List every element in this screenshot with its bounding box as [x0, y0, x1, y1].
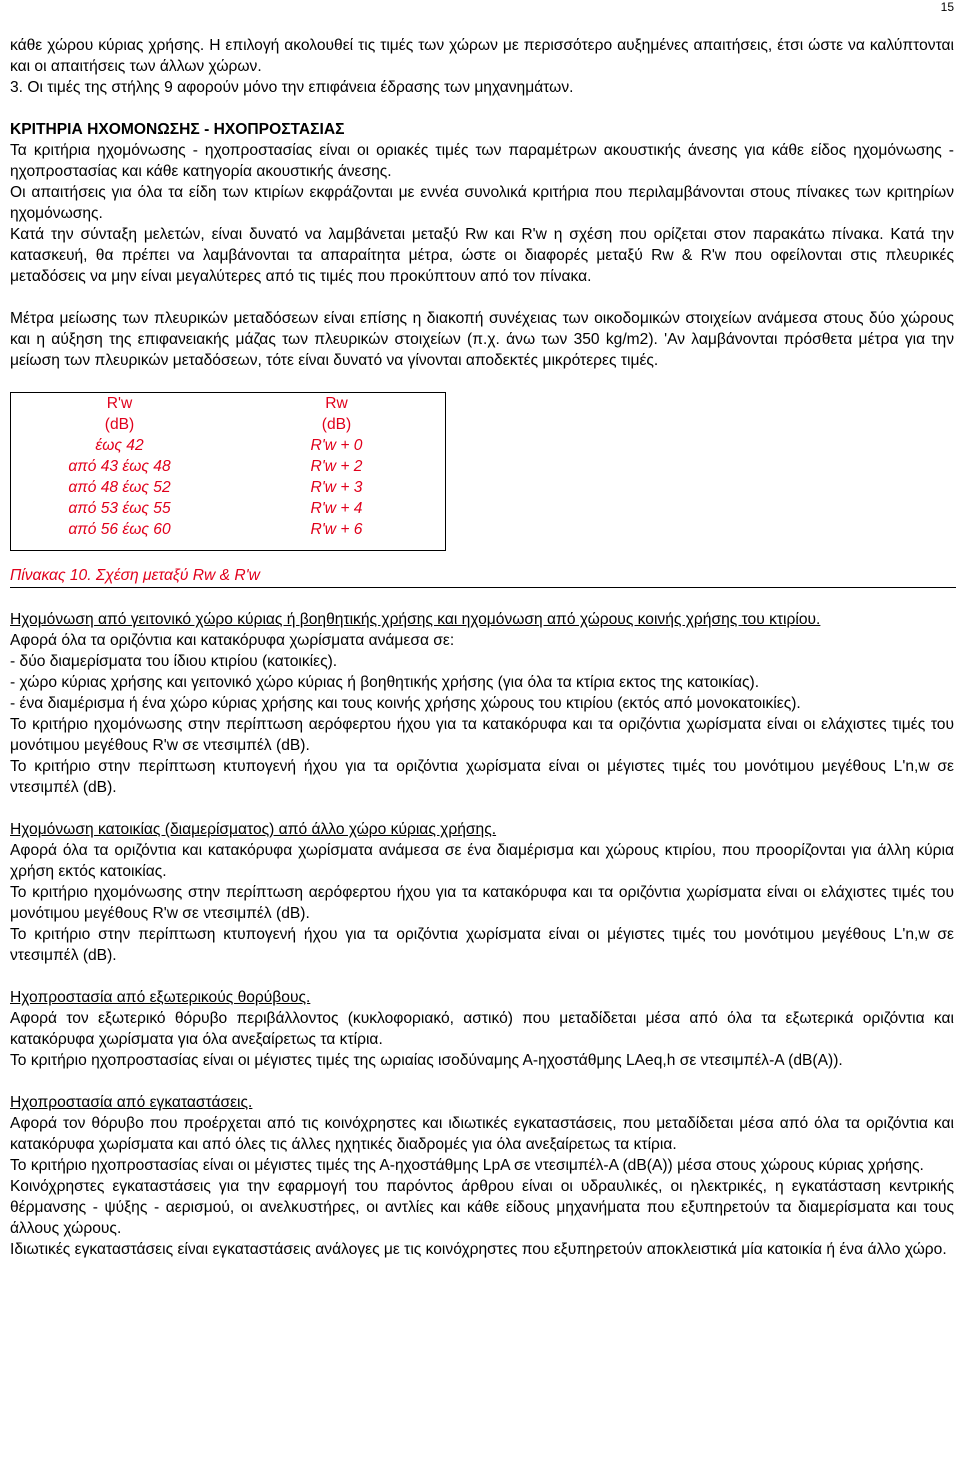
table-cell: από 53 έως 55 [68, 500, 171, 517]
section-title: Ηχοπροστασία από εγκαταστάσεις. [10, 1094, 253, 1111]
section-line: - χώρο κύριας χρήσης και γειτονικό χώρο κύριας ή βοηθητικής χρήσης (για όλα τα κτίρια εκτος της κατοικίας). [10, 674, 760, 691]
section-divider [10, 587, 956, 588]
criteria-paragraph: Οι απαιτήσεις για όλα τα είδη των κτιρίων εκφράζονται με εννέα συνολικά κριτήρια που περιλαμβάνονται στους πίνακες των κριτηρίων ηχομόνωσης. [10, 184, 954, 222]
intro-block [10, 35, 954, 98]
section-line: Ιδιωτικές εγκαταστάσεις είναι εγκαταστάσεις ανάλογες με τις κοινόχρηστες που εξυπηρετούν αποκλειστικά μία κατοικία ή ένα άλλο χώρο. [10, 1241, 947, 1258]
section-line: Το κριτήριο ηχοπροστασίας είναι οι μέγιστες τιμές της Α-ηχοστάθμης LpA σε ντεσιμπέλ-A (dB(A)) μέσα στους χώρους κύριας χρήσης. [10, 1157, 924, 1174]
section-line: - δύο διαμερίσματα του ίδιου κτιρίου (κατοικίες). [10, 653, 338, 670]
criteria-paragraph: Τα κριτήρια ηχομόνωσης - ηχοπροστασίας είναι οι οριακές τιμές των παραμέτρων ακουστικής άνεσης για κάθε είδος ηχομόνωσης - ηχοπροστασίας και κάθε κατηγορία ακουστικής άνεσης. [10, 142, 954, 180]
table-header-row [11, 414, 445, 435]
section-external-noise [10, 987, 954, 1071]
section-neighbour-insulation [10, 609, 954, 798]
table-cell: R'w + 0 [310, 437, 363, 454]
section-line: Κοινόχρηστες εγκαταστάσεις για την εφαρμογή του παρόντος άρθρου είναι οι υδραυλικές, οι ηλεκτρικές, η εγκατάσταση κεντρικής θέρμανσης - ψύξης - αερισμού, οι ανελκυστήρες, οι αντλίες και κάθε είδους μηχανήματα που εξυπηρετούν τα διαμερίσματα και τους άλλους χώρους. [10, 1178, 954, 1237]
table-header-cell: (dB) [104, 416, 135, 433]
section-line: - ένα διαμέρισμα ή ένα χώρο κύριας χρήσης και τους κοινής χρήσης χώρους του κτιρίου (εκτός από μονοκατοικίες). [10, 695, 801, 712]
section-line: Το κριτήριο ηχομόνωσης στην περίπτωση αερόφερτου ήχου για τα κατακόρυφα και τα οριζόντια χωρίσματα είναι οι ελάχιστες τιμές του μονότιμου μεγέθους R'w σε ντεσιμπέλ (dB). [10, 716, 954, 754]
section-line: Αφορά τον εξωτερικό θόρυβο περιβάλλοντος (κυκλοφοριακό, αστικό) που μεταδίδεται μέσα από όλα τα εξωτερικά οριζόντια και κατακόρυφα χωρίσματα για όλα ανεξαίρετως τα κτίρια. [10, 1010, 954, 1048]
table-cell: από 48 έως 52 [68, 479, 171, 496]
intro-paragraph: κάθε χώρου κύριας χρήσης. Η επιλογή ακολουθεί τις τιμές των χώρων με περισσότερο αυξημένες απαιτήσεις, έτσι ώστε να καλύπτονται και οι απαιτήσεις των άλλων χώρων. [10, 37, 954, 75]
section-title: Ηχοπροστασία από εξωτερικούς θορύβους. [10, 989, 311, 1006]
table-header-cell: (dB) [321, 416, 352, 433]
table-cell: από 56 έως 60 [68, 521, 171, 538]
table-cell: από 43 έως 48 [68, 458, 171, 475]
section-line: Το κριτήριο ηχοπροστασίας είναι οι μέγιστες τιμές της ωριαίας ισοδύναμης Α-ηχοστάθμης LAeq,h σε ντεσιμπέλ-A (dB(A)). [10, 1052, 843, 1069]
table-cell: R'w + 4 [310, 500, 363, 517]
table-row [11, 498, 445, 519]
section-dwelling-insulation [10, 819, 954, 966]
section-line: Αφορά όλα τα οριζόντια και κατακόρυφα χωρίσματα ανάμεσα σε: [10, 632, 455, 649]
section-line: Το κριτήριο ηχομόνωσης στην περίπτωση αερόφερτου ήχου για τα κατακόρυφα και τα οριζόντια χωρίσματα είναι οι ελάχιστες τιμές του μονότιμου μεγέθους R'w σε ντεσιμπέλ (dB). [10, 884, 954, 922]
document-page [10, 0, 954, 1260]
section-line: Το κριτήριο στην περίπτωση κτυπογενή ήχου για τα οριζόντια χωρίσματα είναι οι μέγιστες τιμές του μονότιμου μεγέθους L'n,w σε ντεσιμπέλ (dB). [10, 926, 954, 964]
table-header-cell: R'w [106, 395, 133, 412]
table-cell: R'w + 6 [310, 521, 363, 538]
criteria-paragraph: Κατά την σύνταξη μελετών, είναι δυνατό να λαμβάνεται μεταξύ Rw και R'w η σχέση που ορίζεται στον παρακάτω πίνακα. Κατά την κατασκευή, θα πρέπει να λαμβάνονται τα απαραίτητα μέτρα, ώστε οι διαφορές μεταξύ Rw & R'w που οφείλονται στις πλευρικές μεταδόσεις να μην είναι μεγαλύτερες από τις τιμές που προκύπτουν από τον πίνακα. [10, 226, 954, 285]
section-title: Ηχομόνωση από γειτονικό χώρο κύριας ή βοηθητικής χρήσης και ηχομόνωση από χώρους κοινής χρήσης του κτιρίου. [10, 611, 821, 628]
section-line: Αφορά όλα τα οριζόντια και κατακόρυφα χωρίσματα ανάμεσα σε ένα διαμέρισμα και χώρους κτιρίου, που προορίζονται για άλλη κύρια χρήση εκτός κατοικίας. [10, 842, 954, 880]
criteria-block [10, 119, 954, 287]
table-cell: R'w + 3 [310, 479, 363, 496]
table-header-row [11, 393, 445, 414]
table-caption: Πίνακας 10. Σχέση μεταξύ Rw & R'w [10, 567, 260, 584]
section-line: Αφορά τον θόρυβο που προέρχεται από τις κοινόχρηστες και ιδιωτικές εγκαταστάσεις, που μεταδίδεται μέσα από όλα τα οριζόντια και κατακόρυφα χωρίσματα και από όλες τις άλλες ηχητικές διαδρομές για όλα ανεξαίρετως τα κτίρια. [10, 1115, 954, 1153]
table-bottom-padding [11, 540, 445, 550]
table-row [11, 435, 445, 456]
table-row [11, 477, 445, 498]
page-number: 15 [940, 0, 954, 14]
measures-paragraph: Μέτρα μείωσης των πλευρικών μεταδόσεων είναι επίσης η διακοπή συνέχειας των οικοδομικών στοιχείων ανάμεσα στους δύο χώρους και η αύξηση της επιφανειακής μάζας των πλευρικών στοιχείων (π.χ. άνω των 350 kg/m2). 'Αν λαμβάνονται πρόσθετα μέτρα για την μείωση των πλευρικών μεταδόσεων, τότε είναι δυνατό να γίνονται αποδεκτές μικρότερες τιμές. [10, 310, 954, 369]
criteria-heading: ΚΡΙΤΗΡΙΑ ΗΧΟΜΟΝΩΣΗΣ - ΗΧΟΠΡΟΣΤΑΣΙΑΣ [10, 121, 345, 138]
table-row [11, 519, 445, 540]
section-installations-noise [10, 1092, 954, 1260]
table-row [11, 456, 445, 477]
rw-relation-table [10, 392, 446, 551]
section-line: Το κριτήριο στην περίπτωση κτυπογενή ήχου για τα οριζόντια χωρίσματα είναι οι μέγιστες τιμές του μονότιμου μεγέθους L'n,w σε ντεσιμπέλ (dB). [10, 758, 954, 796]
section-title: Ηχομόνωση κατοικίας (διαμερίσματος) από άλλο χώρο κύριας χρήσης. [10, 821, 497, 838]
table-cell: R'w + 2 [310, 458, 363, 475]
table-header-cell: Rw [325, 395, 348, 412]
intro-note-3: 3. Οι τιμές της στήλης 9 αφορούν μόνο την επιφάνεια έδρασης των μηχανημάτων. [10, 79, 574, 96]
table-cell: έως 42 [95, 437, 144, 454]
